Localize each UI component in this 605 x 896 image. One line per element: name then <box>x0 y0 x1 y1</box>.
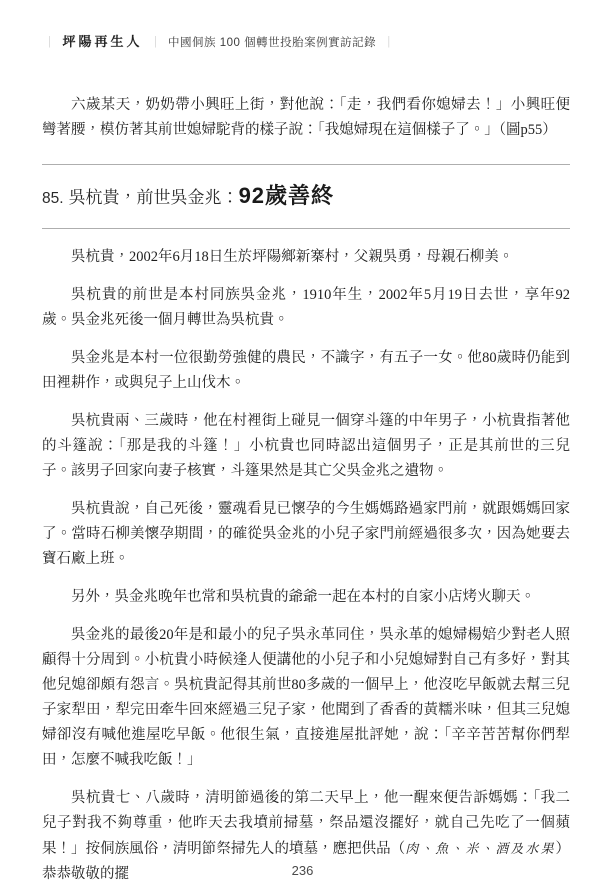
body-paragraph: 吳杭貴的前世是本村同族吳金兆，1910年生，2002年5月19日去世，享年92歲。吳金兆死後一個月轉世為吳杭貴。 <box>42 287 570 328</box>
body-paragraph: 吳金兆是本村一位很勤勞強健的農民，不識字，有五子一女。他80歲時仍能到田裡耕作，或與兒子上山伐木。 <box>42 350 570 391</box>
section-divider-bottom <box>42 228 570 229</box>
separator-bar: ｜ <box>149 37 162 49</box>
paragraph-text: ）恭恭敬敬的擺 <box>42 841 570 882</box>
book-subtitle: 中國侗族 100 個轉世投胎案例實訪記錄 <box>168 37 377 49</box>
section-number: 85. <box>42 190 64 207</box>
book-title: 坪陽再生人 <box>62 34 143 49</box>
section-body <box>42 245 570 887</box>
section-heading <box>42 165 570 228</box>
body-paragraph: 吳金兆的最後20年是和最小的兒子吳永革同住，吳永革的媳婦楊婄少對老人照顧得十分周到。小杭貴小時候逢人便講他的小兒子和小兒媳婦對自己有多好，對其他兒媳卻頗有怨言。吳杭貴記得其前世80多歲的一個早上，他沒吃早飯就去幫三兒子家犁田，犁完田牽牛回來經過三兒子家，他聞到了香香的黃糯米味，但其三兒媳婦卻沒有喊他進屋吃早飯。他很生氣，直接進屋批評她，說：「辛辛苦苦幫你們犁田，怎麼不喊我吃飯！」 <box>42 627 570 768</box>
running-head <box>42 34 570 51</box>
paragraph-text: 吳杭貴七、八歲時，清明節過後的第二天早上，他一醒來便告訴媽媽：「我二兒子對我不夠尊重，他昨天去我墳前掃墓，祭品還沒擺好，就自己先吃了一個蘋果！」按侗族風俗，清明節祭掃先人的墳墓，應把供品（ <box>42 790 570 857</box>
body-paragraph: 吳杭貴說，自己死後，靈魂看見已懷孕的今生媽媽路過家門前，就跟媽媽回家了。當時石柳美懷孕期間，的確從吳金兆的小兒子家門前經過很多次，因為她要去寶石廠上班。 <box>42 501 570 567</box>
intro-paragraph: 六歲某天，奶奶帶小興旺上街，對他說：「走，我們看你媳婦去！」小興旺便彎著腰，模仿著其前世媳婦駝背的樣子說：「我媳婦現在這個樣子了。」（圖p55） <box>42 97 570 138</box>
page-footer <box>0 863 605 878</box>
separator-bar: ｜ <box>44 37 56 49</box>
body-paragraph: 吳杭貴兩、三歲時，他在村裡街上碰見一個穿斗篷的中年男子，小杭貴指著他的斗篷說：「那是我的斗篷！」小杭貴也同時認出這個男子，正是其前世的三兒子。該男子回家向妻子核實，斗篷果然是其亡父吳金兆之遺物。 <box>42 413 570 479</box>
body-paragraph: 另外，吳金兆晚年也常和吳杭貴的爺爺一起在本村的自家小店烤火聊天。 <box>71 589 535 605</box>
section-title-emphasis: 92歲善終 <box>238 183 335 208</box>
body-paragraph: 吳杭貴，2002年6月18日生於坪陽鄉新寨村，父親吳勇，母親石柳美。 <box>71 249 514 265</box>
separator-bar: ｜ <box>383 37 395 49</box>
page-number: 236 <box>291 863 314 878</box>
section-title: 吳杭貴，前世吳金兆： <box>68 188 239 207</box>
offering-list-kai-text: 肉、魚、米、酒及水果 <box>405 841 556 856</box>
